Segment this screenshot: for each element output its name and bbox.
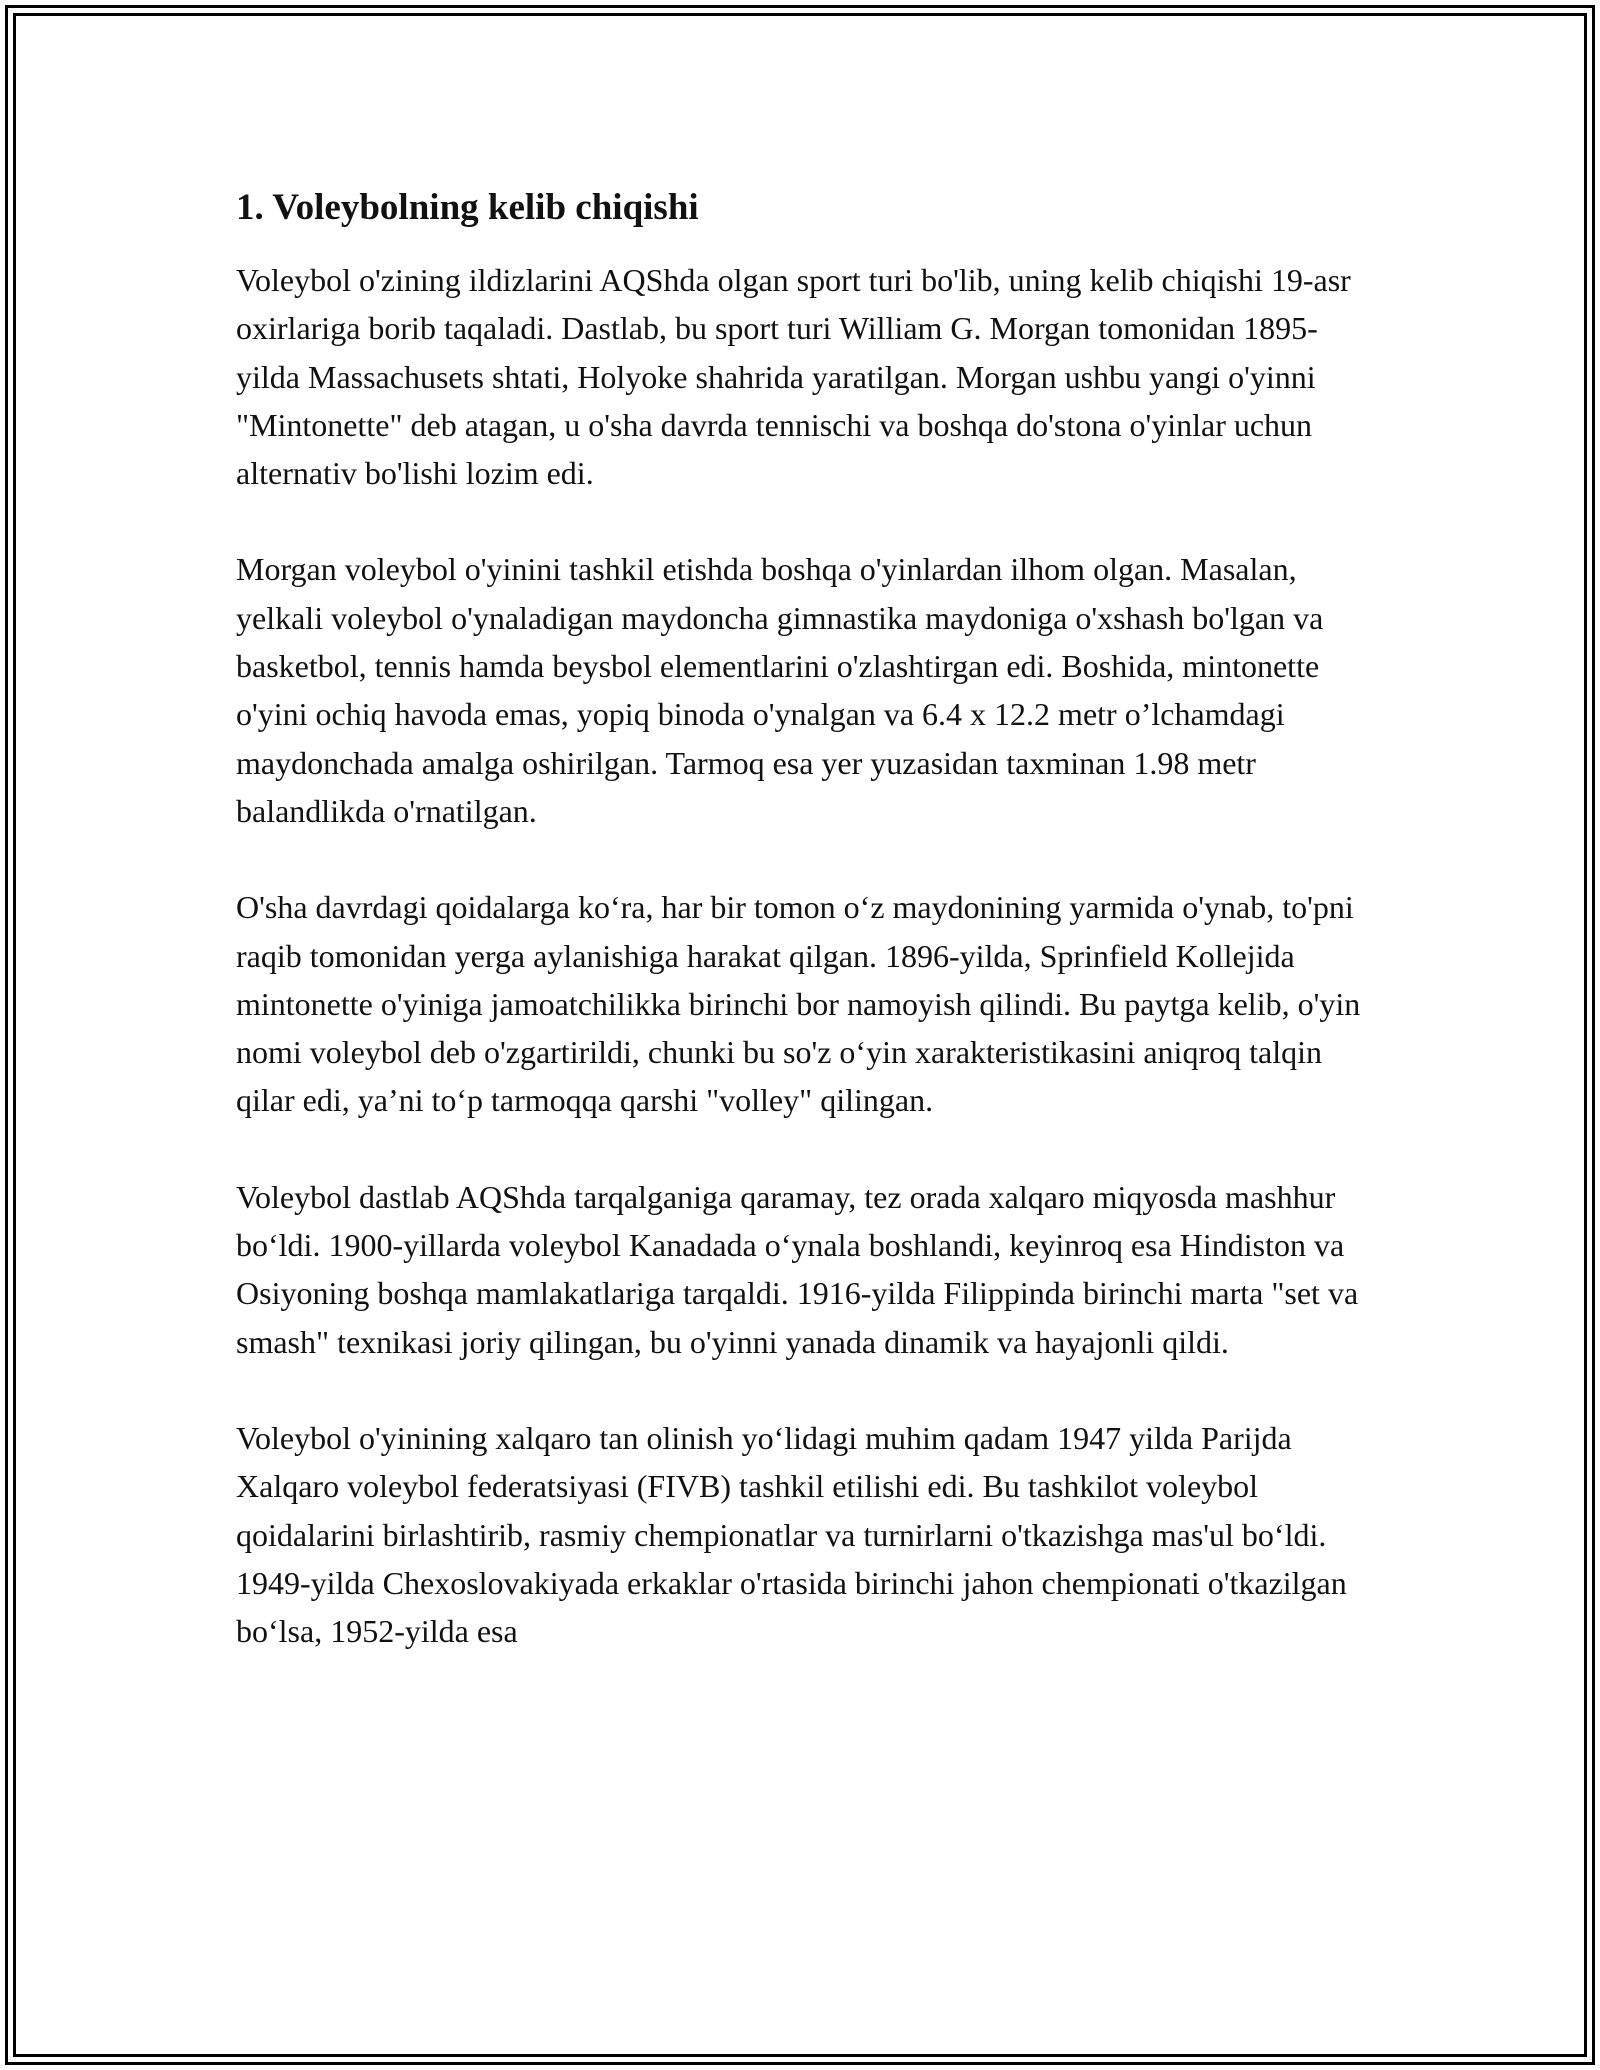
paragraph-inspiration: Morgan voleybol o'yinini tashkil etishda boshqa o'yinlardan ilhom olgan. Masalan, yelkali voleybol o'ynaladigan maydoncha gimnastika maydoniga o'xshash bo'lgan va basketbol, tennis hamda beysbol elementlarini o'zlashtirgan edi. Boshida, mintonette o'yini ochiq havoda emas, yopiq binoda o'ynalgan va 6.4 x 12.2 metr o’lchamdagi maydonchada amalga oshirilgan. Tarmoq esa yer yuzasidan taxminan 1.98 metr balandlikda o'rnatilgan. <box>236 551 1324 829</box>
paragraph-fivb: Voleybol o'yinining xalqaro tan olinish yo‘lidagi muhim qadam 1947 yilda Parijda Xalqaro voleybol federatsiyasi (FIVB) tashkil etilishi edi. Bu tashkilot voleybol qoidalarini birlashtirib, rasmiy chempionatlar va turnirlarni o'tkazishga mas'ul bo‘ldi. 1949-yilda Chexoslovakiyada erkaklar o'rtasida birinchi jahon chempionati o'tkazilgan bo‘lsa, 1952-yilda esa <box>236 1419 1347 1650</box>
document-body <box>236 186 1361 1703</box>
paragraph-spread: Voleybol dastlab AQShda tarqalganiga qaramay, tez orada xalqaro miqyosda mashhur bo‘ldi. 1900-yillarda voleybol Kanadada o‘ynala boshlandi, keyinroq esa Hindiston va Osiyoning boshqa mamlakatlariga tarqaldi. 1916-yilda Filippinda birinchi marta "set va smash" texnikasi joriy qilingan, bu o'yinni yanada dinamik va hayajonli qildi. <box>236 1178 1359 1360</box>
section-heading: 1. Voleybolning kelib chiqishi <box>236 187 699 228</box>
paragraph-origin: Voleybol o'zining ildizlarini AQShda olgan sport turi bo'lib, uning kelib chiqishi 19-asr oxirlariga borib taqaladi. Dastlab, bu sport turi William G. Morgan tomonidan 1895-yilda Massachusets shtati, Holyoke shahrida yaratilgan. Morgan ushbu yangi o'yinni "Mintonette" deb atagan, u o'sha davrda tennischi va boshqa do'stona o'yinlar uchun alternativ bo'lishi lozim edi. <box>236 262 1351 492</box>
paragraph-rules: O'sha davrdagi qoidalarga ko‘ra, har bir tomon o‘z maydonining yarmida o'ynab, to'pni raqib tomonidan yerga aylanishiga harakat qilgan. 1896-yilda, Sprinfield Kollejida mintonette o'yiniga jamoatchilikka birinchi bor namoyish qilindi. Bu paytga kelib, o'yin nomi voleybol deb o'zgartirildi, chunki bu so'z o‘yin xarakteristikasini aniqroq talqin qilar edi, ya’ni to‘p tarmoqqa qarshi "volley" qilingan. <box>236 889 1361 1119</box>
